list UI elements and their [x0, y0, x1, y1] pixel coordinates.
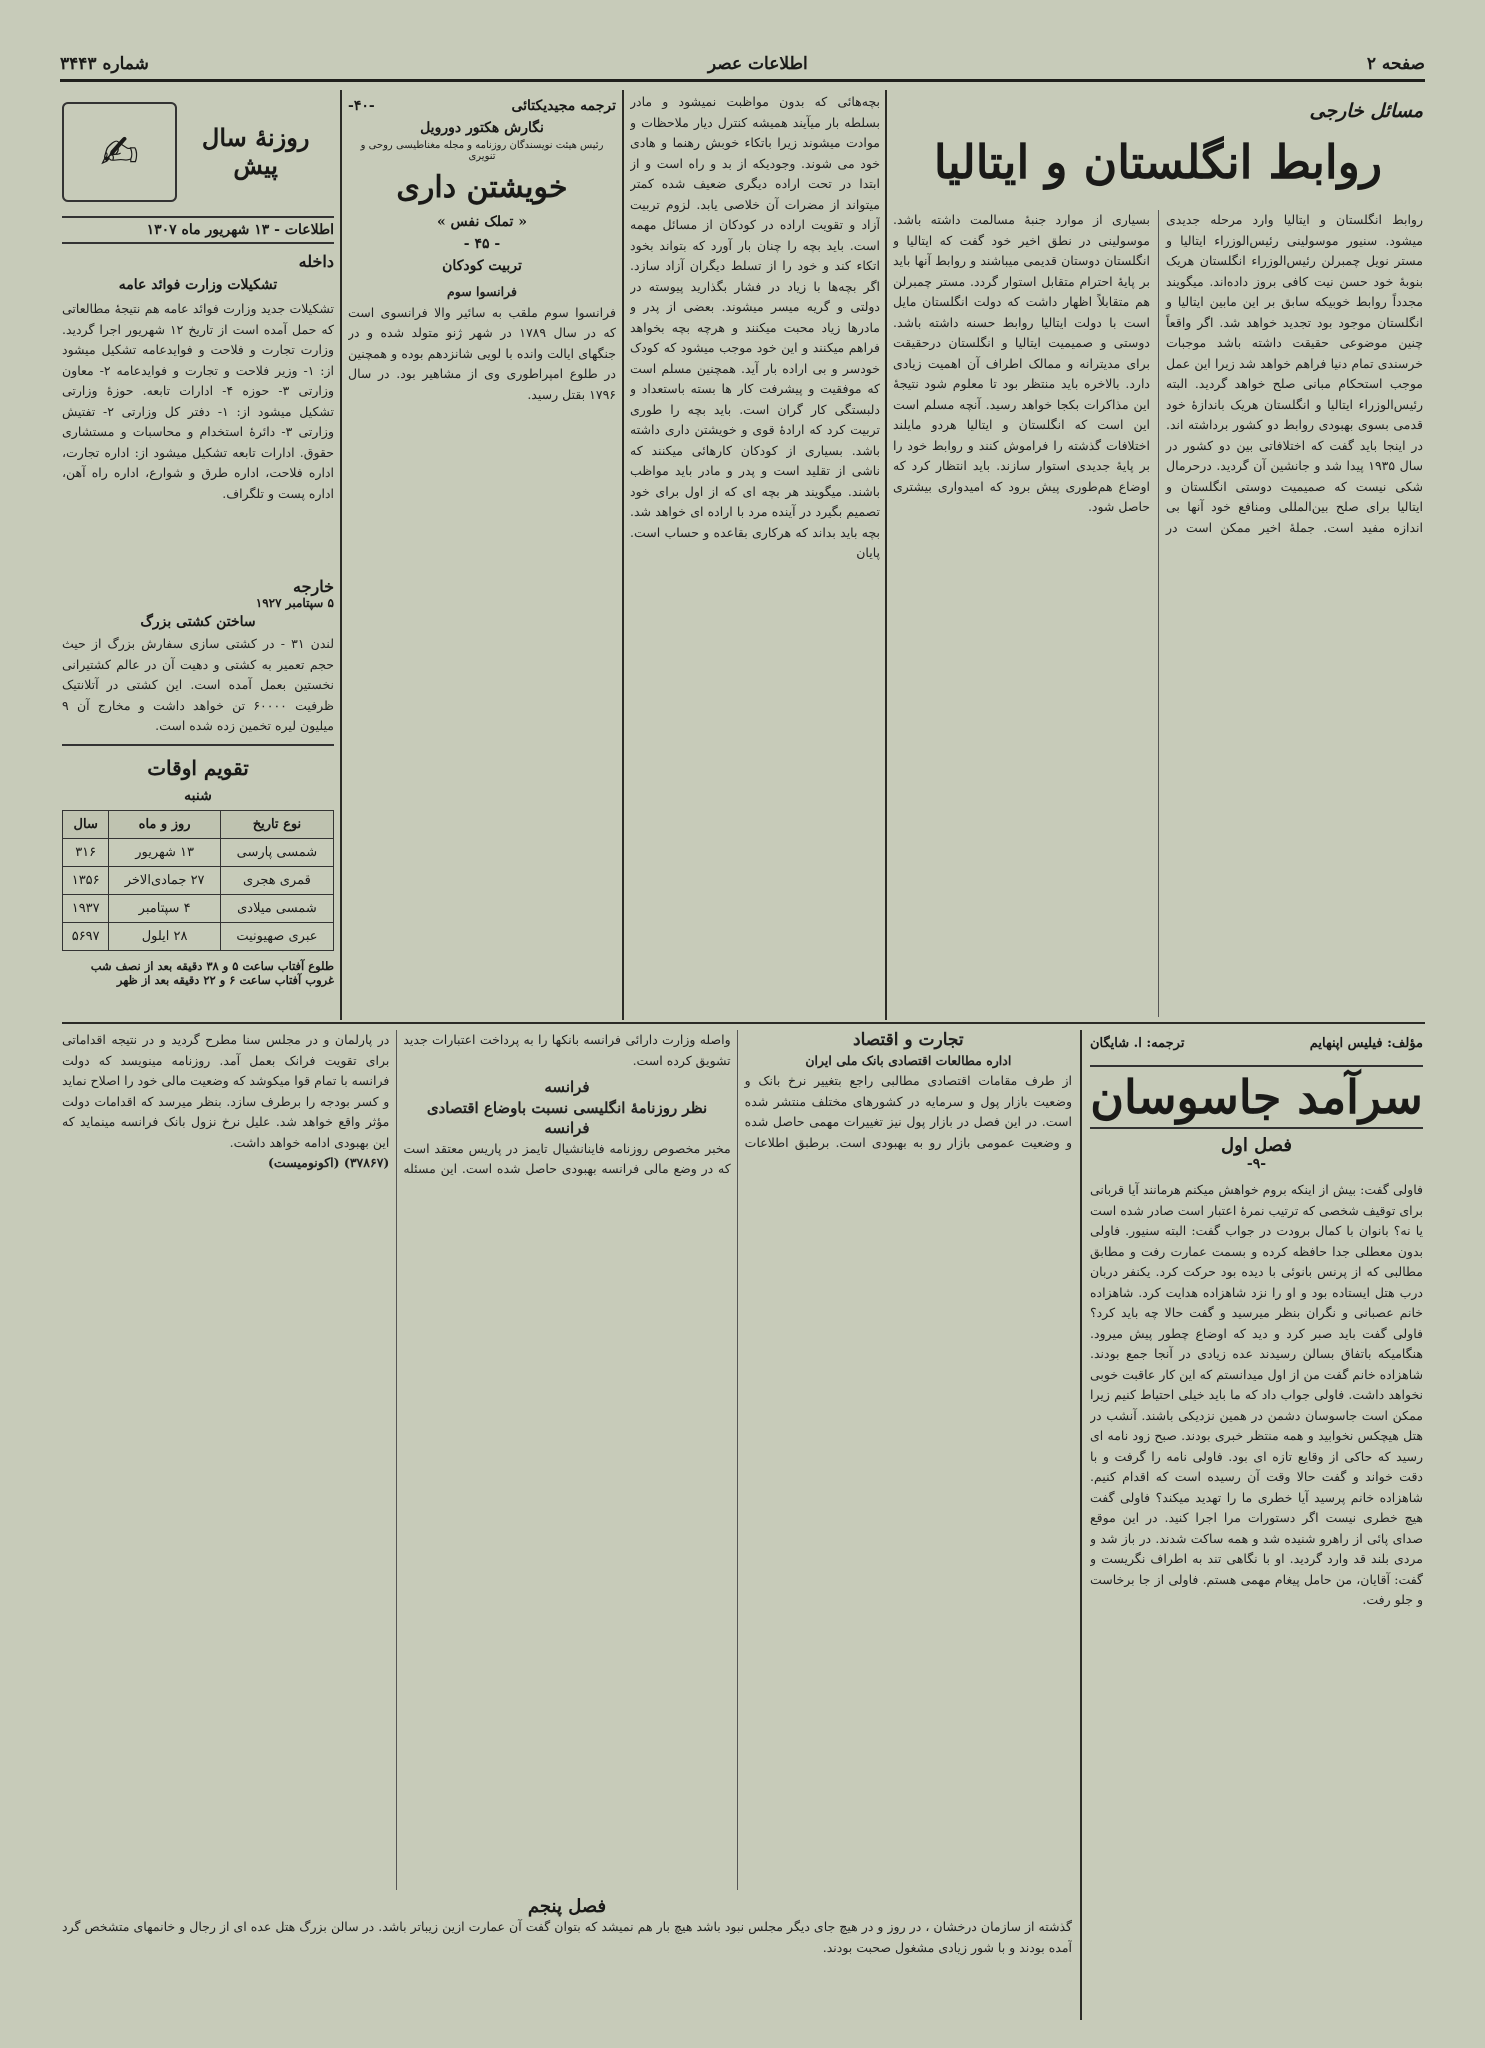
calendar-title: تقویم اوقات [147, 756, 249, 780]
story-chapter: فصل اول [1221, 1135, 1292, 1156]
history-title: روزنهٔ سال پیش [201, 123, 310, 180]
economic-body [62, 1030, 1072, 1890]
page-label: صفحه ۲ [1366, 53, 1425, 74]
economic-subtitle: اداره مطالعات اقتصادی بانک ملی ایران [805, 1052, 1012, 1068]
sunset: غروب آفتاب ساعت ۶ و ۲۲ دقیقه بعد از ظهر [116, 973, 334, 987]
story-chapter-2: فصل پنجم [527, 1896, 607, 1917]
domestic-body: تشکیلات جدید وزارت فوائد عامه هم نتیجهٔ مطالعاتی که حمل آمده است از تاریخ ۱۲ شهریور اجرا گردید. وزارت تجارت و فلاحت و فوایدعامه تشکیل میشود از: ۱- وزیر فلاحت و تجارت و فوایدعامه ۲- معاون وزارتی ۳- حوزه ۴- ادارات تابعه. حوزهٔ وزارتی تشکیل میشود از: ۱- دفتر کل وزارتی ۲- تفتیش وزارتی ۳- دائرهٔ استخدام و محاسبات و مستشاری حقوق. ادارات تابعه تشکیل میشود از: اداره تجارت، اداره فلاحت، اداره طرق و شوارع، اداره راه آهن، اداره پست و تلگراف. [62, 301, 334, 501]
table-cell: ۳۱۶ [63, 839, 109, 867]
domestic-heading: داخله [298, 252, 334, 271]
serial-film-note [348, 282, 616, 972]
serial-tagline: « تملک نفس » [436, 214, 528, 230]
column-rule [340, 90, 342, 1020]
table-row [63, 867, 334, 895]
foreign-affairs-section [893, 92, 1423, 1017]
film-note-heading: فرانسوا سوم [447, 284, 517, 299]
story-author: مؤلف: فیلیس اپنهایم [1309, 1036, 1423, 1051]
section-label: مسائل خارجی [1309, 100, 1423, 122]
foreign-heading: خارجه [293, 577, 334, 596]
column-rule [1080, 1030, 1082, 2020]
issue-number: شماره ۳۴۴۳ [60, 53, 149, 74]
economic-title: تجارت و اقتصاد [853, 1030, 964, 1050]
column-rule [622, 90, 624, 1020]
calendar [62, 744, 334, 987]
table-cell: ۱۹۳۷ [63, 895, 109, 923]
table-cell: شمسی پارسی [220, 839, 333, 867]
story-chapter-2-body: گذشته از سازمان درخشان ، در روز و در هیچ جای دیگر مجلس نبود باشد هیچ بار هم نمیشد که بتوان گفت آن عمارت ازین زیباتر باشد. در سالن بزرگ هتل عده ای از رجال و خانمهای متشخص گرد آمده بودند و با شور زیادی مشغول صحبت بودند. [62, 1919, 1072, 1955]
table-cell: عبری صهیونیت [220, 923, 333, 951]
foreign-headline: روابط انگلستان و ایتالیا [933, 135, 1383, 189]
foreign-subheading: ساختن کشتی بزرگ [140, 614, 256, 630]
ministry-heading: تشکیلات وزارت فوائد عامه [118, 277, 278, 293]
table-cell: ۱۳ شهریور [109, 839, 220, 867]
story-part: -۹- [1246, 1156, 1267, 1172]
economic-signature [62, 1153, 389, 1174]
serial-continuation-body: بچه‌هائی که بدون مواظبت نمیشود و مادر بسلطه بار میآیند همیشه کنترل دیار ملاحظات و موادت میشوند زیرا باتکاء خوبش رهنما و هادی خود می شوند. وجودیکه از بد و راه است و از ابتدا در تحت اراده دیگری ضعیف شده کمتر میتواند از مضرات آن خلاصی یابد. لزوم تربیت آزاد و تقویت اراده در کودکان از مسائل مهمه است. باید بچه را چنان بار آورد که بتواند بخود اتکاء کند و خود را از تسلط دیگران آزاد سازد. اگر بچه‌ها با زیاد در فشار بگذارید پیوسته در دولتی و گریه میسر میشوند. بعضی از پدر و مادرها زیاد محبت میکنند و هرچه بچه بخواهد فراهم میکنند و این خود موجب میشود که کودک خودسر و بی اراده بار آید. همچنین مسلم است که موفقیت و پیشرفت کار ها بسته باستعداد و دلبستگی کار گران است. باید بچه را طوری تربیت کرد که ارادهٔ قوی و خویشتن داری داشته باشد. بسیاری از کودکان کارهائی میکنند که ناشی از تقلید است و پدر و مادر باید مواظب باشند. میگویند هر بچه ای که از اول برای خود تصمیم بگیرد در آینده مرد با اراده ای خواهد شد. بچه باید بداند که هرکاری بقاعده و حساب است. پایان [630, 94, 880, 560]
economic-article: مخبر مخصوص روزنامه فاینانشیال تایمز در پاریس معتقد است که در وضع مالی فرانسه بهبودی حاصل شده است. این مسئله در پارلمان و در مجلس سنا مطرح گردید و در نتیجه اقداماتی برای تقویت فرانک بعمل آمد. روزنامه مینویسد که دولت فرانسه با تمام قوا میکوشد که وضعیت مالی خود را اصلاح نماید و کسر بودجه را برطرف سازد. بنظر میرسد که اقدامات دولت مؤثر واقع خواهد شد. علیل نرخ نزول بانک فرانسه مینماید که این بهبودی ادامه خواهد داشت. [62, 1032, 731, 1176]
story-body: فاولی گفت: بیش از اینکه بروم خواهش میکنم هرمانند آیا قربانی برای توقیف شخصی که ترتیب نمرهٔ اعتبار است صادر شده است یا نه؟ بانوان با کمال برودت در جواب گفت: البته سنیور. فاولی بدون معطلی جدا حافظه کرده و بسمت عمارت رفت و مطابق مطالبی که از پرنس بانوئی با دیده بود حرکت کرد. یکنفر دربان درب هتل ایستاده بود و او را نزد شاهزاده هدایت کرد. شاهزاده خانم عصبانی و نگران بنظر میرسید و گفت حالا چه باید کرد؟ فاولی گفت باید صبر کرد و دید که اوضاع چطور پیش میرود. هنگامیکه باتفاق بسالن رسیدند عده زیادی در آنجا جمع بودند. شاهزاده خانم گفت من از اول میدانستم که این کار عاقبت خوبی نخواهد داشت. فاولی جواب داد که ما باید خیلی احتیاط کنیم زیرا ممکن است جاسوسان دشمن در همین نزدیکی باشند. آنشب در هتل هیچکس نخوابید و همه منتظر خبری بودند. صبح زود نامه ای رسید که حاکی از وقایع تازه ای بود. فاولی نامه را گرفت و با دقت خواند و گفت حالا وقت آن رسیده است که اقدام کنیم. شاهزاده خانم پرسید آیا خطری ما را تهدید میکند؟ فاولی گفت هیچ خطری نیست اگر دستورات مرا اجرا کنید. در این موقع صدای پائی از راهرو شنیده شد و همه ساکت شدند. در باز شد و مردی بلند قد وارد گردید. او با نگاهی تند به اطراف نگریست و گفت: آقایان، من حامل پیغام مهمی هستم. فاولی از جا برخاست و جلو رفت. [1090, 1182, 1423, 1607]
table-cell: ۴ سپتامبر [109, 895, 220, 923]
calendar-table [62, 810, 334, 951]
story-translator: ترجمه: ا. شایگان [1090, 1036, 1185, 1051]
masthead [60, 48, 1425, 82]
economic-signature-source: (اکونومیست) [268, 1155, 340, 1170]
history-corner [62, 92, 334, 1017]
serial-author: نگارش هکتور دورویل [420, 120, 544, 136]
column-rule [885, 90, 887, 1020]
economic-lead: از طرف مقامات اقتصادی مطالبی راجع بتغییر نرخ بانک و وضعیت بازار پول و سرمایه در کشورهای مختلف منتشر شده است. در این فصل در بازار پول نیز تغییرات مهمی حاصل شده و وضعیت عمومی بازار رو به بهبودی است. برطبق اطلاعات واصله وزارت دارائی فرانسه بانکها را به پرداخت اعتبارات جدید تشویق کرده است. [403, 1032, 1072, 1150]
paper-name: اطلاعات عصر [707, 53, 808, 74]
table-row [63, 895, 334, 923]
film-note-body: فرانسوا سوم ملقب به سائیر والا فرانسوی است که در سال ۱۷۸۹ در شهر ژنو متولد شده و در جنگهای ایالت وانده با لویی شانزدهم بوده و همچنین در طلوع امپراطوری وی از مشاهیر بود. در سال ۱۷۹۶ بقتل رسید. [348, 304, 616, 402]
story-section [1090, 1030, 1423, 2020]
serial-continuation [630, 92, 880, 1017]
table-cell: قمری هجری [220, 867, 333, 895]
serial-section [348, 92, 616, 1017]
economic-signature-number: (۳۷۸۶۷) [343, 1155, 390, 1170]
table-cell: شمسی میلادی [220, 895, 333, 923]
serial-section-title: تربیت کودکان [442, 258, 522, 274]
table-header: نوع تاریخ [220, 811, 333, 839]
story-title: سرآمد جاسوسان [1090, 1065, 1423, 1129]
sunrise: طلوع آفتاب ساعت ۵ و ۳۸ دقیقه بعد از نصف شب [90, 959, 334, 973]
foreign-date: ۵ سپتامبر ۱۹۲۷ [255, 596, 334, 610]
table-header: سال [63, 811, 109, 839]
story-continuation [62, 1030, 1072, 2020]
serial-subtitle: رئیس هیئت نویسندگان روزنامه و مجله مغناطیسی روحی و تنویری [360, 140, 604, 162]
table-row [63, 923, 334, 951]
serial-translator: ترجمه مجیدیکتائی [511, 98, 616, 114]
table-cell: ۱۳۵۶ [63, 867, 109, 895]
serial-chapter: - ۴۵ - [463, 236, 501, 252]
calendar-day: شنبه [184, 788, 212, 804]
reader-emblem-icon: ✍ [62, 102, 177, 202]
table-row [63, 839, 334, 867]
table-cell: ۲۸ ایلول [109, 923, 220, 951]
serial-headline: خویشتن داری [396, 170, 568, 205]
table-cell: ۵۶۹۷ [63, 923, 109, 951]
table-cell: ۲۷ جمادی‌الاخر [109, 867, 220, 895]
section-rule [62, 1022, 1425, 1024]
serial-part: -۴۰- [348, 98, 375, 114]
history-date-line: اطلاعات - ۱۳ شهریور ماه ۱۳۰۷ [62, 216, 334, 244]
table-header: روز و ماه [109, 811, 220, 839]
economic-country: فرانسه [544, 1078, 590, 1096]
foreign-history-body: لندن ۳۱ - در کشتی سازی سفارش بزرگ از حیث حجم تعمیر به کشتی و دهیت آن در عالم کشتیرانی نخستین بعمل آمده است. این کشتی در آتلانتیک ظرفیت ۶۰۰۰۰ تن خواهد داشت و مخارج آن ۹ میلیون لیره تخمین زده شده است. [62, 636, 334, 733]
foreign-body: روابط انگلستان و ایتالیا وارد مرحله جدیدی میشود. سنیور موسولینی رئیس‌الوزراء ایتالیا و مستر نویل چمبرلن رئیس‌الوزراء انگلستان هریک بنوبهٔ خود حسن نیت کافی بروز داده‌اند. میگویند مجدداً روابط خوبیکه سابق بر این مابین ایتالیا و انگلستان موجود بود تجدید خواهد شد. اگر واقعاً چنین موضوعی حقیقت داشته باشد موجبات خرسندی تمام دنیا فراهم خواهد شد زیرا این عمل موجب استحکام مبانی صلح خواهد گردید. البته رئیس‌الوزراء ایتالیا و انگلستان هریک باندازهٔ خود قدمی بسوی بهبودی روابط دو کشور برداشته اند. در اینجا باید گفت که اختلافاتی بین دو کشور در سال ۱۹۳۵ پیدا شد و جانشین آن گردید. درحرمال شکی نیست که صمیمیت دوستی انگلستان و ایتالیا برای صلح بین‌المللی ومنافع خود آنها بی اندازه مفید است. جملهٔ اخیر ممکن است در بسیاری از موارد جنبهٔ مسالمت داشته باشد. موسولینی در نطق اخیر خود گفت که ایتالیا و انگلستان دوستان قدیمی میباشند و روابط آنها باید بر پایهٔ احترام متقابل استوار گردد. مستر چمبرلن هم متقابلاً اظهار داشت که دولت انگلستان مایل است با دولت ایتالیا روابط حسنه داشته باشد. دوستی و صمیمیت ایتالیا و انگلستان درحقیقت برای مدیترانه و ممالک اطراف آن اهمیت زیادی دارد. بالاخره باید منتظر بود تا معلوم شود نتیجهٔ این مذاکرات بکجا خواهد رسید. آنچه مسلم است این است که انگلستان و ایتالیا هردو مایلند اختلافات گذشته را فراموش کنند و روابط خود را بر پایهٔ جدیدی استوار سازند. باید انتظار کرد که اوضاع هم‌طوری پیش برود که امیدواری بیشتری حاصل شود. [893, 212, 1423, 535]
economic-headline: نظر روزنامهٔ انگلیسی نسبت باوضاع اقتصادی فرانسه [426, 1098, 708, 1137]
